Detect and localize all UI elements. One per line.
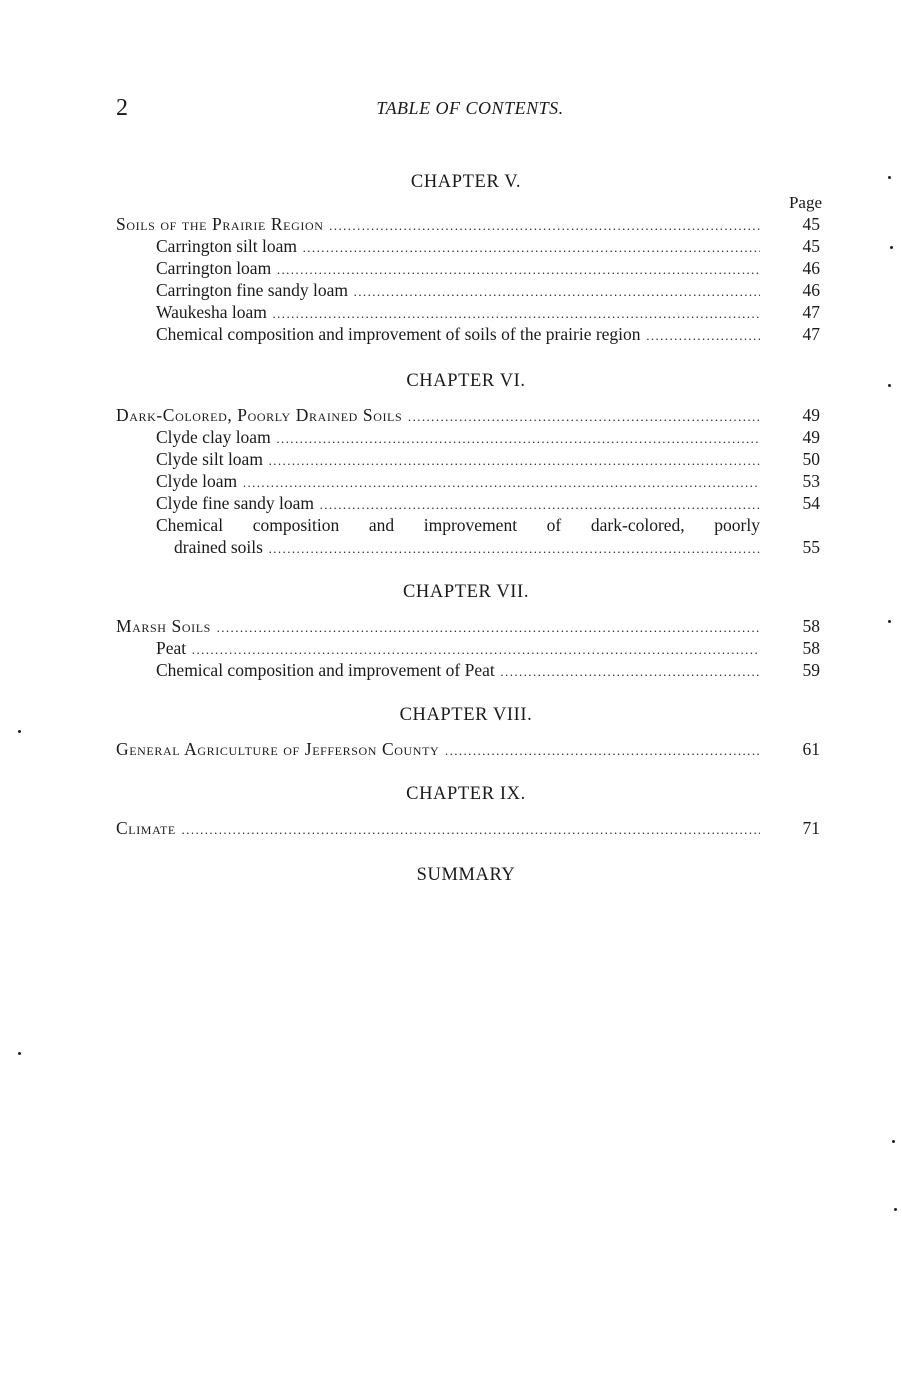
- entry-title: Clyde silt loam: [156, 449, 263, 469]
- running-head: TABLE OF CONTENTS.: [376, 98, 564, 118]
- page-ref: 59: [802, 660, 820, 680]
- entry-title: Chemical composition and improvement of Peat: [156, 660, 495, 680]
- page-ref: 71: [802, 818, 820, 838]
- section-title: Soils of the Prairie Region: [116, 214, 324, 234]
- scan-speck: [890, 246, 893, 249]
- page-ref: 53: [802, 471, 820, 491]
- chapter-heading: CHAPTER VI.: [406, 371, 526, 391]
- scan-speck: [18, 1052, 21, 1055]
- chapter-7: [116, 582, 822, 681]
- section-title: Climate: [116, 818, 176, 838]
- chapter-9: [116, 784, 822, 839]
- chapter-heading: CHAPTER VII.: [402, 582, 530, 602]
- toc-section-row: [116, 615, 822, 637]
- toc-entry-row: [116, 279, 822, 301]
- toc-section-row: [116, 738, 822, 760]
- table-of-contents: [116, 172, 822, 886]
- section-title: Marsh Soils: [116, 616, 211, 636]
- page-ref: 45: [802, 214, 820, 234]
- chapter-8: [116, 705, 822, 760]
- page-ref: 49: [802, 405, 820, 425]
- entry-title-line2: drained soils: [174, 537, 263, 557]
- page-ref: 55: [802, 537, 820, 557]
- entry-title: Carrington loam: [156, 258, 272, 278]
- toc-entry-row: [116, 301, 822, 323]
- section-title: General Agriculture of Jefferson County: [116, 739, 440, 759]
- toc-entry-row: [116, 448, 822, 470]
- entry-title: Peat: [156, 638, 187, 658]
- page-ref: 47: [802, 324, 820, 344]
- toc-entry-row: [116, 235, 822, 257]
- page-ref: 58: [802, 638, 820, 658]
- page-ref: 54: [802, 493, 820, 513]
- toc-entry-row: [116, 536, 822, 558]
- toc-entry-row: [116, 637, 822, 659]
- entry-title: Clyde fine sandy loam: [156, 493, 314, 513]
- toc-entry-row: [116, 492, 822, 514]
- page-ref: 46: [802, 280, 820, 300]
- toc-section-row: [116, 817, 822, 839]
- page-ref: 58: [802, 616, 820, 636]
- section-title: Dark-Colored, Poorly Drained Soils: [116, 405, 403, 425]
- summary-heading: SUMMARY: [416, 865, 516, 885]
- scan-speck: [888, 384, 891, 387]
- scan-speck: [18, 730, 21, 733]
- toc-entry-row: [116, 257, 822, 279]
- toc-section-row: [116, 213, 822, 235]
- scan-speck: [894, 1208, 897, 1211]
- page-number: 2: [116, 95, 128, 121]
- scan-speck: [892, 1140, 895, 1143]
- entry-title: Waukesha loam: [156, 302, 267, 322]
- page-ref: 47: [802, 302, 820, 322]
- chapter-heading: CHAPTER IX.: [406, 784, 526, 804]
- chapter-5: [116, 172, 822, 345]
- toc-section-row: [116, 404, 822, 426]
- page-ref: 61: [802, 739, 820, 759]
- entry-title-line1: Chemical composition and improvement of dark-colored, poorly: [156, 515, 760, 535]
- entry-title: Carrington silt loam: [156, 236, 297, 256]
- entry-title: Clyde loam: [156, 471, 238, 491]
- entry-title: Clyde clay loam: [156, 427, 271, 447]
- toc-entry-row: [116, 426, 822, 448]
- scan-speck: [888, 176, 891, 179]
- entry-title: Chemical composition and improvement of soils of the prairie region: [156, 324, 641, 344]
- page-column-label: Page: [788, 193, 822, 212]
- scan-speck: [888, 620, 891, 623]
- toc-entry-row: [116, 470, 822, 492]
- chapter-heading: CHAPTER V.: [410, 172, 522, 192]
- page-ref: 49: [802, 427, 820, 447]
- toc-entry-row: [116, 323, 822, 345]
- page-ref: 50: [802, 449, 820, 469]
- chapter-6: [116, 371, 822, 558]
- page-ref: 46: [802, 258, 820, 278]
- entry-title: Carrington fine sandy loam: [156, 280, 348, 300]
- page-ref: 45: [802, 236, 820, 256]
- toc-entry-row: [116, 659, 822, 681]
- chapter-heading: CHAPTER VIII.: [399, 705, 533, 725]
